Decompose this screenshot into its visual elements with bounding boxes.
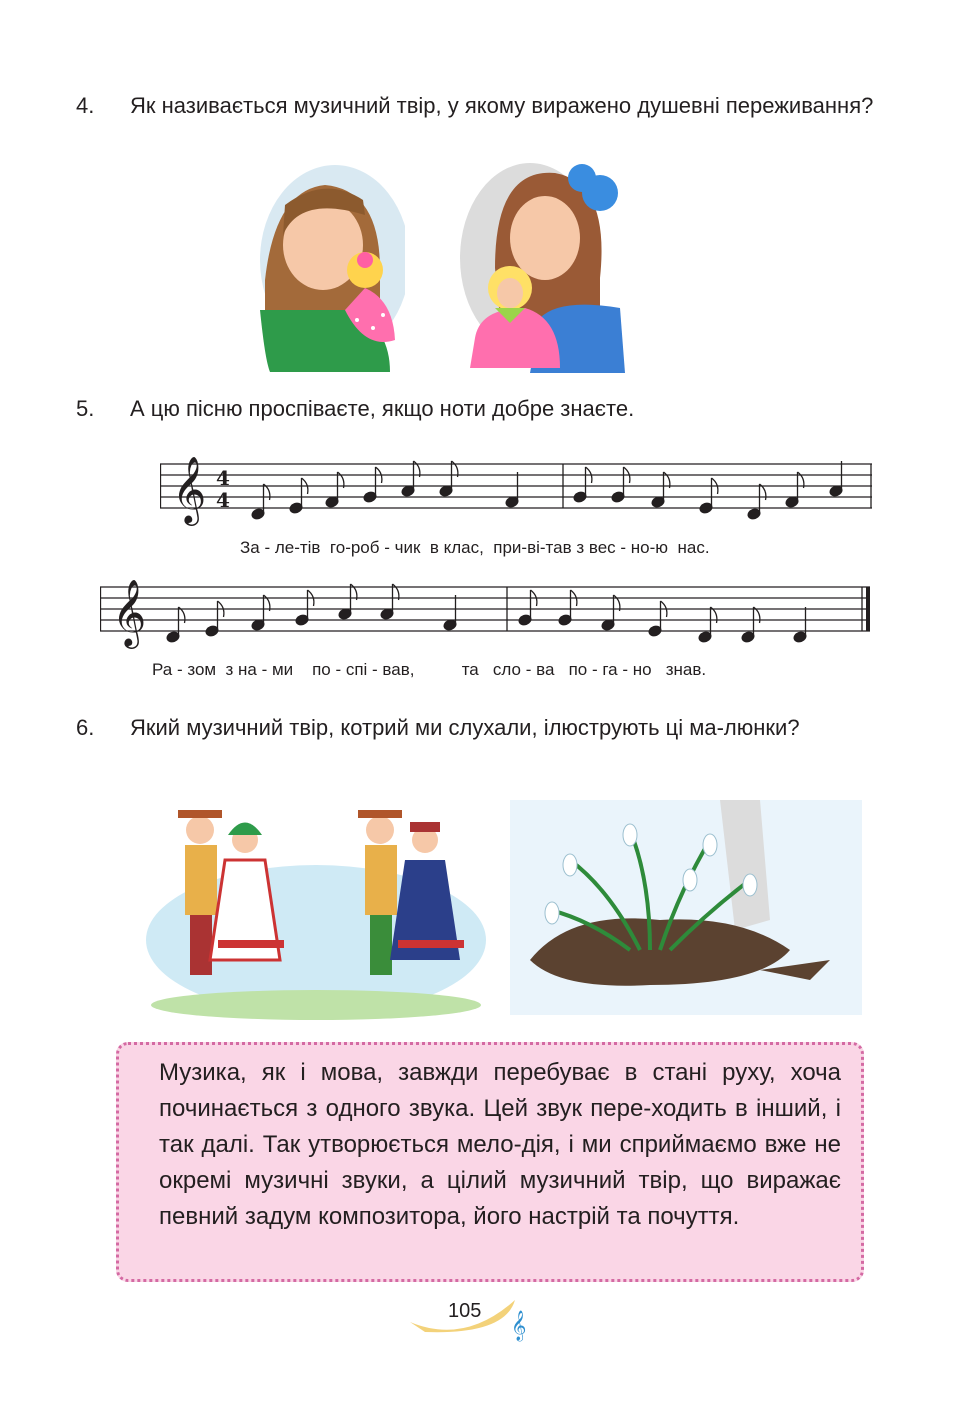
- question-text: Який музичний твір, котрий ми слухали, ілюструють ці ма-люнки?: [130, 715, 800, 740]
- girl-with-doll-illustration-green: [245, 160, 405, 372]
- treble-clef-icon: 𝄞: [511, 1311, 527, 1341]
- girl-with-doll-illustration-blue: [450, 158, 630, 373]
- question-text: Як називається музичний твір, у якому виражено душевні переживання?: [130, 93, 874, 118]
- question-text: А цю пісню проспіваєте, якщо ноти добре знаєте.: [130, 396, 635, 421]
- question-number: 5.: [76, 396, 95, 421]
- time-signature-top: 4: [216, 466, 230, 490]
- snowdrops-illustration: [510, 800, 862, 1015]
- treble-clef-icon: 𝄞: [172, 455, 207, 523]
- info-box: [116, 1042, 864, 1282]
- question-number: 6.: [76, 715, 95, 740]
- music-staff-line-1: [160, 442, 875, 532]
- folk-dancers-illustration: [140, 790, 492, 1020]
- info-text: Музика, як і мова, завжди перебуває в стані руху, хоча починається з одного звука. Цей звук пере-ходить в інший, і так далі. Так утворюється мело-дія, і ми сприймаємо вже не окремі музичні звуки, а цілий музичний твір, що виражає певний задум композитора, його настрій та почуття.: [159, 1059, 841, 1230]
- page-number: 105: [448, 1300, 482, 1322]
- treble-clef-icon: 𝄞: [112, 578, 147, 646]
- question-number: 4.: [76, 93, 95, 118]
- time-signature-bottom: 4: [216, 488, 230, 512]
- lyrics-line-1: За - ле-тів го-роб - чик в клас, при-ві-тав з вес - но-ю нас.: [240, 538, 710, 557]
- music-staff-line-2: [100, 570, 875, 655]
- lyrics-line-2: Ра - зом з на - ми по - спі - вав, та сло - ва по - га - но знав.: [152, 660, 707, 679]
